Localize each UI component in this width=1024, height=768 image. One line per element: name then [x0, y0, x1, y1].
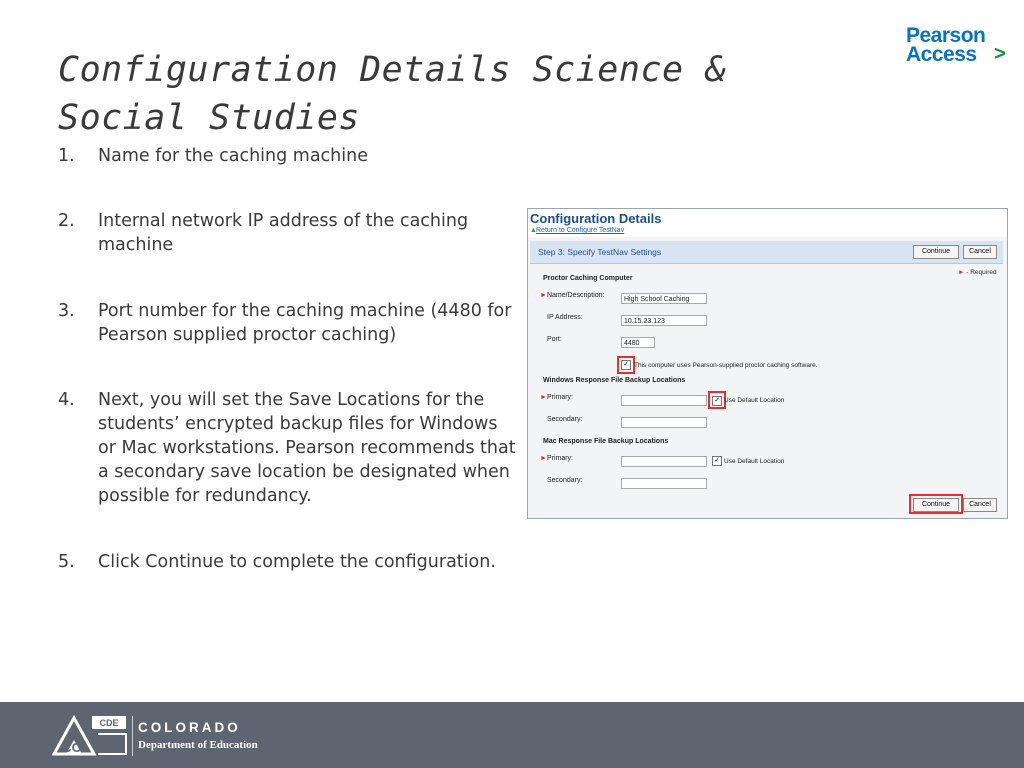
continue-button-top[interactable]: Continue [913, 245, 959, 259]
mac-primary-label [540, 455, 573, 462]
footer-divider [132, 716, 133, 756]
step-number: 5. [58, 552, 75, 572]
mac-default-location-label: Use Default Location [724, 458, 785, 465]
ip-label: IP Address: [547, 314, 583, 321]
pearson-checkbox-label: This computer uses Pearson-supplied proctor caching software. [634, 362, 818, 369]
port-label: Port: [547, 336, 562, 343]
cancel-button-bottom[interactable]: Cancel [963, 498, 997, 512]
windows-secondary-label: Secondary: [547, 416, 583, 423]
windows-secondary-field[interactable] [621, 417, 707, 428]
cde-logo-mark [52, 714, 132, 758]
configuration-screenshot [527, 208, 1008, 519]
logo-line-pearson: Pearson [906, 24, 986, 47]
mac-secondary-field[interactable] [621, 478, 707, 489]
pearson-caching-checkbox[interactable]: ✓ [621, 360, 631, 370]
return-link[interactable]: Return to Configure TestNav [536, 227, 625, 234]
pearson-checkbox-highlight [617, 356, 635, 374]
return-arrow-icon: ▲ [530, 227, 537, 234]
pearson-access-logo [906, 26, 1006, 70]
step-text: Next, you will set the Save Locations for the students’ encrypted backup files for Windows or Mac workstations. Pearson recommends that a secondary save location be designated when possible for redundancy. [98, 390, 516, 506]
name-label-text: Name/Description: [546, 292, 605, 299]
screenshot-title: Configuration Details [530, 211, 662, 226]
required-marker-icon: ► [540, 394, 547, 401]
screenshot-header [528, 209, 1007, 237]
required-note [958, 269, 997, 276]
continue-button-highlight [909, 494, 963, 514]
step-bar [530, 241, 1003, 264]
required-marker-icon: ► [540, 455, 547, 462]
required-marker-icon: ► [540, 292, 547, 299]
step-text: Internal network IP address of the caching machine [98, 211, 469, 255]
logo-line-access: Access [906, 43, 977, 66]
step-title: Step 3: Specify TestNav Settings [538, 247, 662, 257]
step-text: Name for the caching machine [98, 146, 368, 166]
logo-chevron-icon: > [994, 43, 1006, 65]
step-number: 3. [58, 301, 75, 321]
windows-primary-label-text: Primary: [546, 394, 573, 401]
step-number: 2. [58, 211, 75, 231]
mac-section-title: Mac Response File Backup Locations [543, 438, 669, 445]
mac-primary-label-text: Primary: [546, 455, 573, 462]
windows-primary-field[interactable] [621, 395, 707, 406]
footer-department-name: Department of Education [138, 739, 258, 751]
logo-state-text: CO [62, 740, 82, 755]
required-marker-icon: ► [958, 269, 965, 276]
step-number: 4. [58, 390, 75, 410]
name-label [540, 292, 605, 299]
slide-title: Configuration Details Science & Social Studies [58, 50, 727, 138]
step-text: Click Continue to complete the configuration. [98, 552, 496, 572]
required-note-text: - Required [966, 269, 997, 276]
ip-field[interactable]: 10.15.23.123 [621, 315, 707, 326]
name-field[interactable]: High School Caching [621, 293, 707, 304]
windows-default-location-checkbox[interactable]: ✓ [712, 396, 722, 406]
cancel-button-top[interactable]: Cancel [963, 245, 997, 259]
logo-abbr-text: CDE [99, 718, 119, 728]
windows-primary-label [540, 394, 573, 401]
port-field[interactable]: 4480 [621, 337, 655, 348]
step-number: 1. [58, 146, 75, 166]
footer-state-name: COLORADO [138, 720, 241, 735]
proctor-section-title: Proctor Caching Computer [543, 275, 633, 282]
mac-primary-field[interactable] [621, 456, 707, 467]
mac-default-location-checkbox[interactable]: ✓ [712, 456, 722, 466]
logo-stripes [98, 734, 126, 754]
step-text: Port number for the caching machine (4480 for Pearson supplied proctor caching) [98, 301, 512, 345]
mac-secondary-label: Secondary: [547, 477, 583, 484]
footer-bar [0, 702, 1024, 768]
windows-section-title: Windows Response File Backup Locations [543, 377, 686, 384]
windows-default-location-label: Use Default Location [724, 397, 785, 404]
continue-button-bottom[interactable]: Continue [913, 498, 959, 512]
